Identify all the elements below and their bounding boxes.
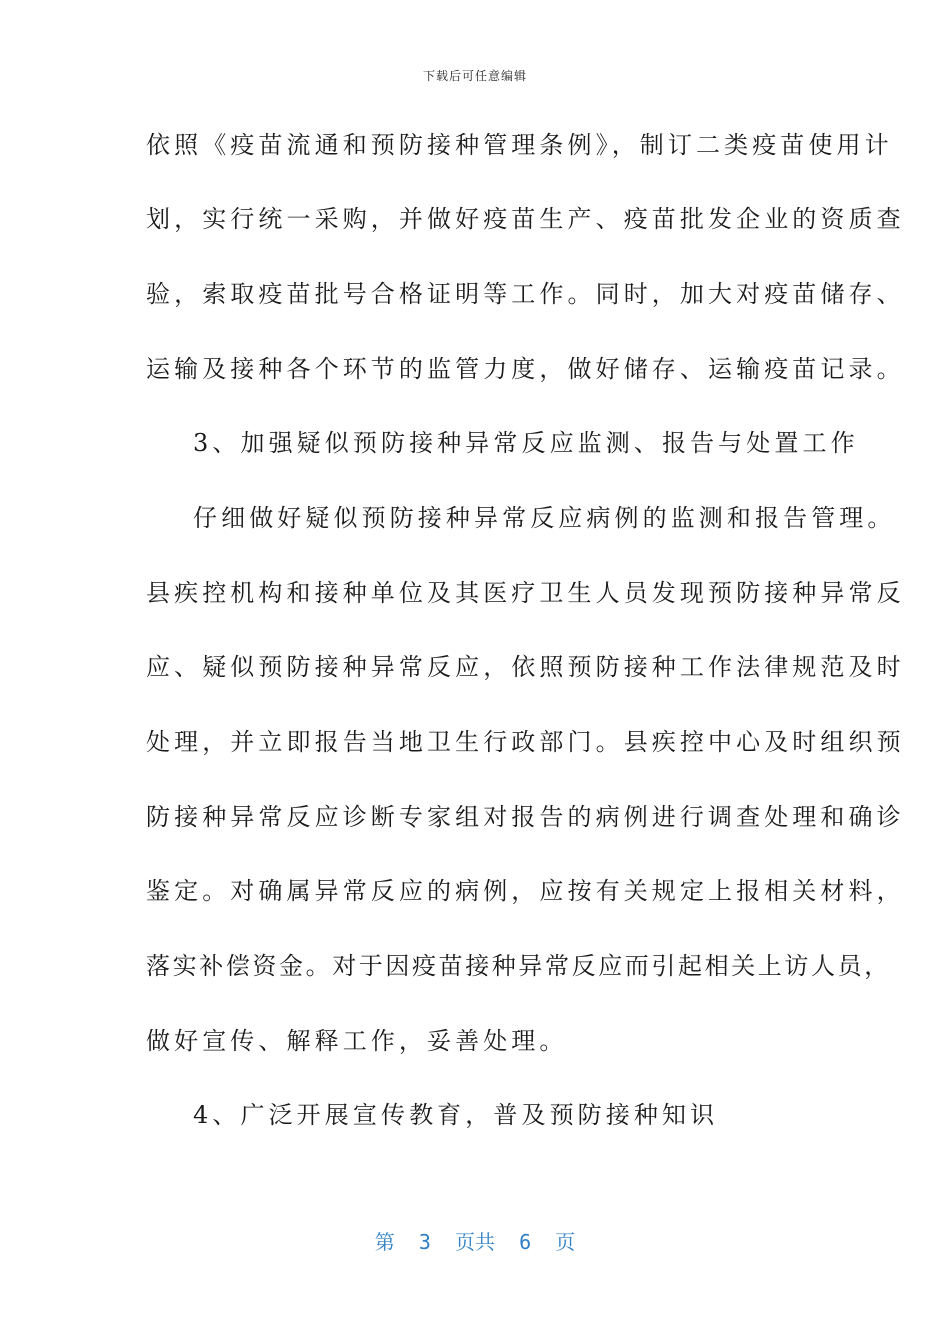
paragraph-line: 验，索取疫苗批号合格证明等工作。同时，加大对疫苗储存、 — [146, 280, 905, 308]
paragraph-line: 应、疑似预防接种异常反应，依照预防接种工作法律规范及时 — [146, 653, 905, 681]
paragraph-line: 仔细做好疑似预防接种异常反应病例的监测和报告管理。 — [193, 504, 896, 532]
paragraph-line: 做好宣传、解释工作，妥善处理。 — [146, 1027, 568, 1055]
paragraph-line: 鉴定。对确属异常反应的病例，应按有关规定上报相关材料， — [146, 877, 905, 905]
page-header: 下载后可任意编辑 — [422, 69, 527, 83]
page-number-footer: 第 3 页共 6 页 — [374, 1230, 576, 1254]
paragraph-line: 运输及接种各个环节的监管力度，做好储存、运输疫苗记录。 — [146, 355, 905, 383]
paragraph-line: 落实补偿资金。对于因疫苗接种异常反应而引起相关上访人员， — [146, 952, 891, 980]
section-heading: 3、加强疑似预防接种异常反应监测、报告与处置工作 — [193, 429, 859, 457]
paragraph-line: 县疾控机构和接种单位及其医疗卫生人员发现预防接种异常反 — [146, 579, 905, 607]
paragraph-line: 防接种异常反应诊断专家组对报告的病例进行调查处理和确诊 — [146, 803, 905, 831]
paragraph-line: 依照《疫苗流通和预防接种管理条例》，制订二类疫苗使用计 — [146, 131, 893, 159]
paragraph-line: 划，实行统一采购，并做好疫苗生产、疫苗批发企业的资质查 — [146, 205, 905, 233]
section-heading: 4、广泛开展宣传教育，普及预防接种知识 — [193, 1101, 719, 1129]
paragraph-line: 处理，并立即报告当地卫生行政部门。县疾控中心及时组织预 — [146, 728, 905, 756]
